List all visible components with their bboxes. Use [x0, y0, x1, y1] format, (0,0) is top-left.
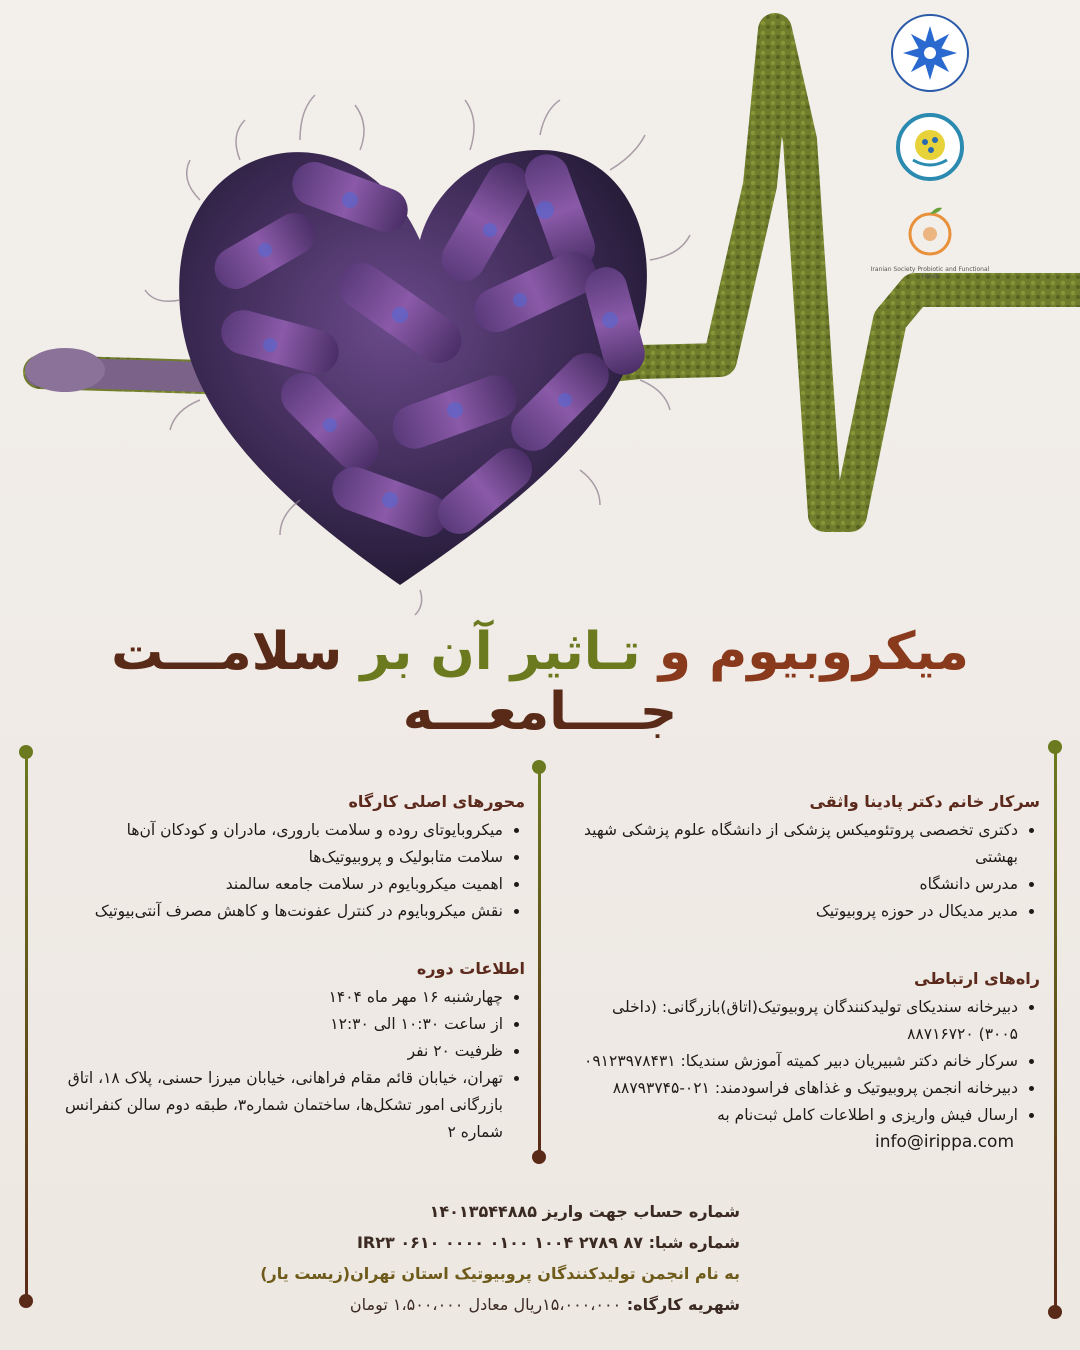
topics-heading: محورهای اصلی کارگاه: [348, 792, 525, 811]
account-number: ۱۴۰۱۳۵۴۴۸۸۵: [429, 1202, 538, 1221]
fee-label: شهریه کارگاه:: [626, 1295, 740, 1314]
course-section: [35, 955, 525, 1146]
sheba-line: [260, 1227, 740, 1258]
speaker-item: • دکتری تخصصی پروتئومیکس پزشکی از دانشگاه علوم پزشکی شهید بهشتی: [570, 817, 1018, 871]
fee-line: [260, 1289, 740, 1320]
speaker-heading: سرکار خانم دکتر پادینا واثقی: [809, 792, 1040, 811]
course-heading: اطلاعات دوره: [416, 959, 525, 978]
page-title: [0, 622, 1080, 742]
contact-item: • دبیرخانه سندیکای تولیدکنندگان پروبیوتیک(اتاق)بازرگانی: (داخلی ۳۰۰۵) ۸۸۷۱۶۷۲۰: [570, 994, 1018, 1048]
right-rule: [1054, 748, 1057, 1310]
topic-item: • نقش میکروبایوم در کنترل عفونت‌ها و کاهش مصرف آنتی‌بیوتیک: [35, 898, 503, 925]
course-list: [35, 984, 525, 1146]
bank-info: [260, 1196, 740, 1320]
course-item: • چهارشنبه ۱۶ مهر ماه ۱۴۰۴: [35, 984, 503, 1011]
contact-email[interactable]: info@irippa.com: [874, 1132, 1014, 1152]
speaker-item: • مدرس دانشگاه: [570, 871, 1018, 898]
left-column: [35, 788, 525, 1176]
left-rule-bottom-dot: [19, 1294, 33, 1308]
contact-item: • ارسال فیش واریزی و اطلاعات کامل ثبت‌نام به: [570, 1102, 1018, 1129]
course-item: • تهران، خیابان قائم مقام فراهانی، خیابان میرزا حسنی، پلاک ۱۸، اتاق بازرگانی امور تشکل‌ها، ساختمان شماره۳، طبقه دوم سالن کنفرانس شماره ۲: [35, 1065, 503, 1146]
right-rule-bottom-dot: [1048, 1305, 1062, 1319]
functional-foods-society-logo-icon: [895, 200, 965, 262]
fee-amount: ۱۵،۰۰۰،۰۰۰ریال معادل ۱،۵۰۰،۰۰۰ تومان: [349, 1295, 622, 1314]
speaker-item: • مدیر مدیکال در حوزه پروبیوتیک: [570, 898, 1018, 925]
contact-section: [570, 965, 1040, 1156]
title-part3: سلامـــت جــــامعـــه: [111, 622, 678, 742]
middle-rule-bottom-dot: [532, 1150, 546, 1164]
account-line: [260, 1196, 740, 1227]
left-rule: [25, 752, 28, 1300]
speaker-section: [570, 788, 1040, 925]
contact-item: • دبیرخانه انجمن پروبیوتیک و غذاهای فراسودمند: ۰۲۱-۸۸۷۹۳۷۴۵: [570, 1075, 1018, 1102]
right-column: [570, 788, 1040, 1186]
chamber-logo-icon: [889, 12, 971, 94]
right-rule-top-dot: [1048, 740, 1062, 754]
title-part1: میکروبیوم و: [640, 622, 969, 682]
logo3-caption: Iranian Society Probiotic and Functional Foods: [870, 266, 990, 280]
middle-rule-top-dot: [532, 760, 546, 774]
course-item: • از ساعت ۱۰:۳۰ الی ۱۲:۳۰: [35, 1011, 503, 1038]
topics-list: [35, 817, 525, 925]
course-item: • ظرفیت ۲۰ نفر: [35, 1038, 503, 1065]
contact-heading: راه‌های ارتباطی: [914, 969, 1040, 988]
contact-item: • سرکار خانم دکتر شبیریان دبیر کمیته آموزش سندیکا: ۰۹۱۲۳۹۷۸۴۳۱: [570, 1048, 1018, 1075]
sheba-label: شماره شبا:: [648, 1233, 740, 1252]
title-part2: تـاثیر آن بر: [342, 622, 641, 682]
middle-rule: [538, 770, 541, 1155]
left-rule-top-dot: [19, 745, 33, 759]
contact-list: [570, 994, 1040, 1129]
account-holder: به نام انجمن تولیدکنندگان پروبیوتیک استان تهران(زیست یار): [260, 1264, 740, 1283]
probiotic-association-logo-icon: [895, 112, 965, 182]
topics-section: [35, 788, 525, 925]
account-label: شماره حساب جهت واریز: [542, 1202, 740, 1221]
sheba-number: IR۲۳ ۰۶۱۰ ۰۰۰۰ ۰۱۰۰ ۱۰۰۴ ۲۷۸۹ ۸۷: [356, 1233, 644, 1252]
topic-item: • اهمیت میکروبایوم در سلامت جامعه سالمند: [35, 871, 503, 898]
topic-item: • سلامت متابولیک و پروبیوتیک‌ها: [35, 844, 503, 871]
topic-item: • میکروبایوتای روده و سلامت باروری، مادران و کودکان آن‌ها: [35, 817, 503, 844]
logos: [870, 12, 990, 290]
speaker-list: [570, 817, 1040, 925]
